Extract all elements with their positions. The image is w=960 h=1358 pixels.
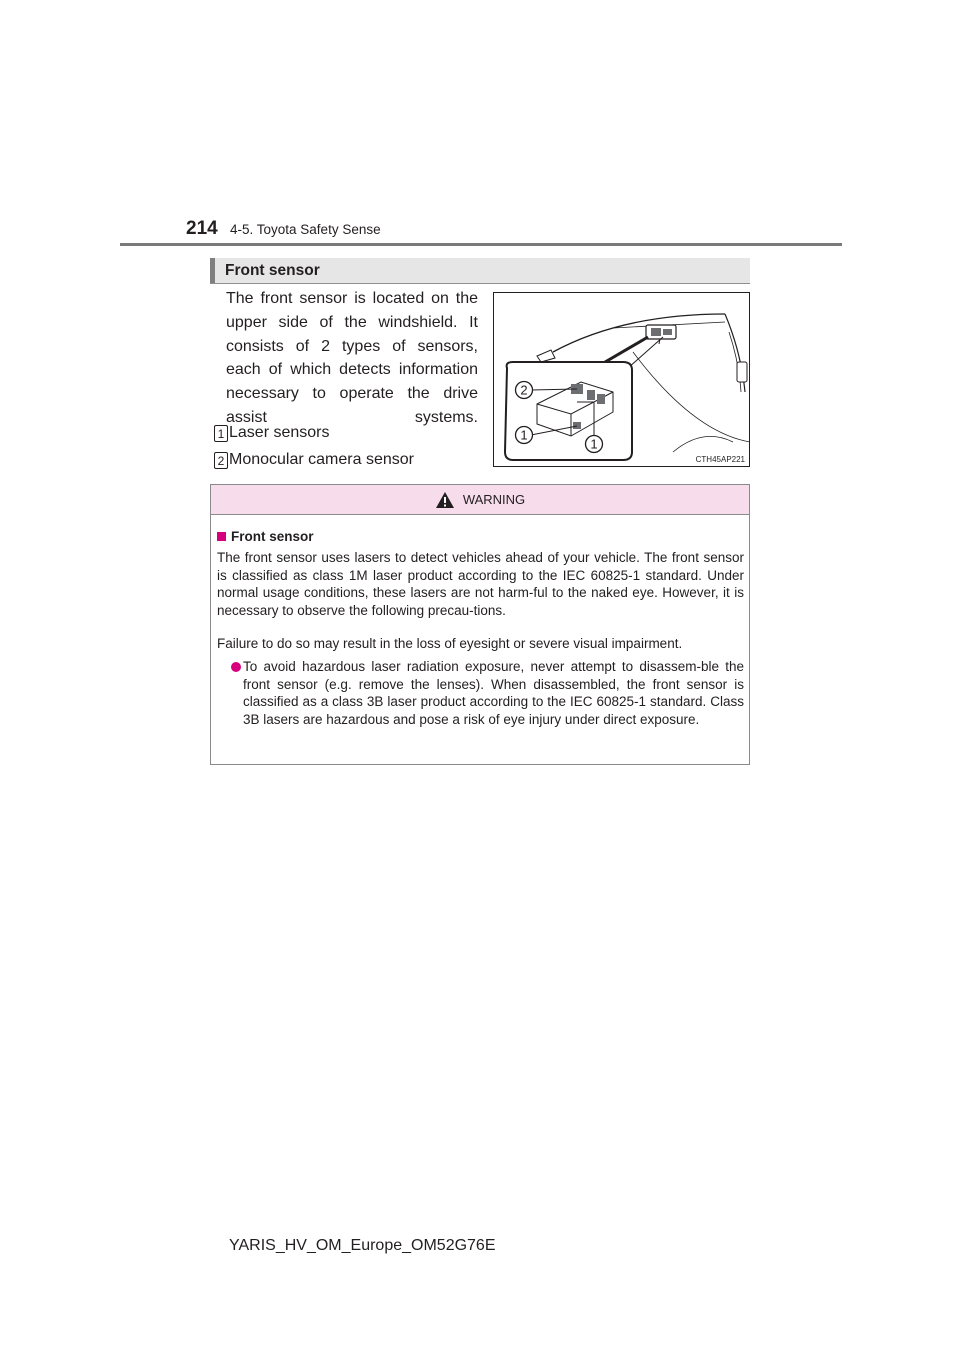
legend-item-label: Monocular camera sensor xyxy=(229,451,414,468)
front-sensor-heading-text: Front sensor xyxy=(225,262,320,279)
warning-header xyxy=(211,485,749,515)
page-number: 214 xyxy=(186,218,218,239)
front-sensor-heading xyxy=(210,258,750,284)
legend-item-camera-sensor xyxy=(214,451,414,469)
callout-label: 1 xyxy=(520,427,528,443)
callout-number: 1 xyxy=(214,425,228,442)
legend-item-label: Laser sensors xyxy=(229,424,330,441)
warning-paragraph: The front sensor uses lasers to detect vehicles ahead of your vehicle. The front sensor is classified as class 1M laser product according to the IEC 60825-1 standard. Under normal usage conditions, these lasers are not harm-ful to the naked eye. However, it is necessary to observe the following precau-tions. xyxy=(217,550,744,618)
callout-label: 2 xyxy=(520,382,528,398)
warning-title-text: Front sensor xyxy=(231,529,314,544)
warning-bullet-item xyxy=(231,658,744,728)
callout-number: 2 xyxy=(214,452,228,469)
warning-triangle-icon xyxy=(435,491,455,509)
warning-box xyxy=(210,484,750,765)
square-bullet-icon xyxy=(217,532,226,541)
front-sensor-illustration xyxy=(493,292,750,467)
heading-accent xyxy=(210,258,215,283)
round-bullet-icon xyxy=(231,662,241,672)
header-divider xyxy=(120,243,842,246)
legend-item-laser-sensors xyxy=(214,424,330,442)
section-title: 4-5. Toyota Safety Sense xyxy=(230,222,381,237)
callout-label: 1 xyxy=(590,436,598,452)
warning-title xyxy=(217,529,314,544)
warning-bullet-text: To avoid hazardous laser radiation exposure, never attempt to disassem-ble the front sensor (e.g. remove the lenses). When disassembled, the front sensor is classified as a class 3B laser product according to the IEC 60825-1 standard. Class 3B lasers are hazardous and pose a risk of eye injury under direct exposure. xyxy=(243,659,744,727)
warning-consequence: Failure to do so may result in the loss of eyesight or severe visual impairment. xyxy=(217,636,683,651)
front-sensor-intro: The front sensor is located on the upper side of the windshield. It consists of 2 types of sensors, each of which detects information necessary to operate the drive assist systems. xyxy=(226,290,478,426)
warning-label: WARNING xyxy=(462,492,526,507)
footer-doc-id: YARIS_HV_OM_Europe_OM52G76E xyxy=(229,1237,496,1254)
figure-code: CTH45AP221 xyxy=(695,455,745,464)
